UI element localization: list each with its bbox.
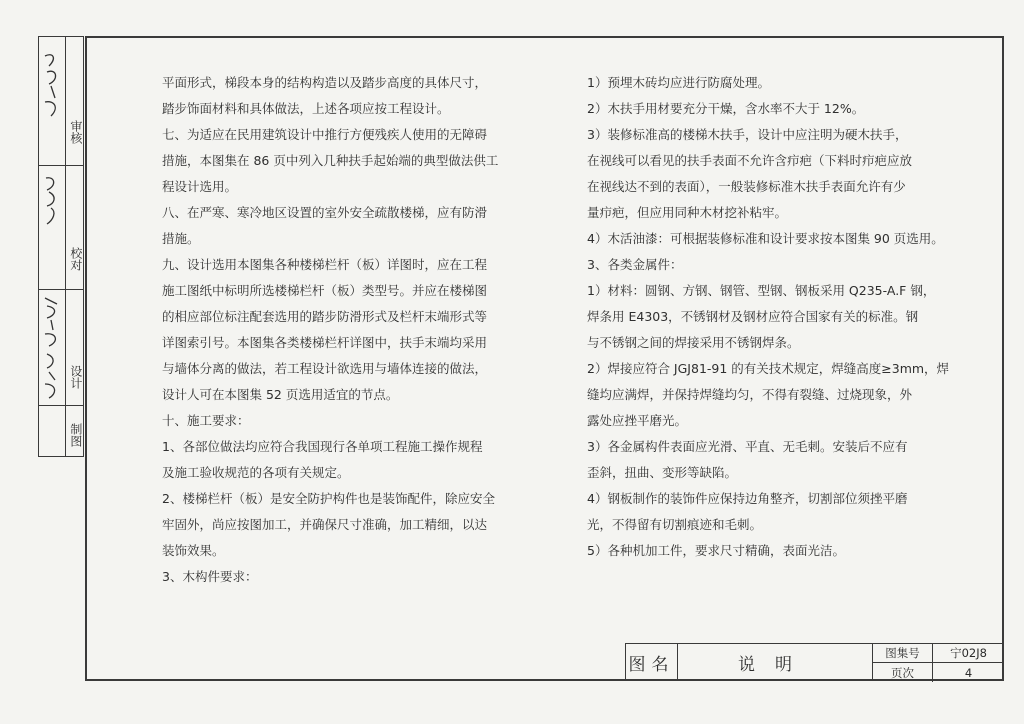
text-line: 在视线可以看见的扶手表面不允许含疖疤（下料时疖疤应放 [587,153,913,168]
text-line: 措施。 [162,231,200,246]
role-label-review: 审核 [68,120,83,144]
drawing-title: 说明 [678,644,873,681]
text-line: 1、各部位做法均应符合我国现行各单项工程施工操作规程 [162,439,483,454]
text-line: 露处应挫平磨光。 [587,413,688,428]
text-line: 装饰效果。 [162,543,225,558]
signature-proofread [41,169,63,231]
text-line: 设计人可在本图集 52 页选用适宜的节点。 [162,387,399,402]
page-number-label: 页次 [873,663,933,682]
text-line: 2、楼梯栏杆（板）是安全防护构件也是装饰配件，除应安全 [162,491,495,506]
text-line: 八、在严寒、寒冷地区设置的室外安全疏散楼梯，应有防滑 [162,205,488,220]
text-line: 5）各种机加工件，要求尺寸精确，表面光洁。 [587,543,845,558]
sidebar-divider [39,289,83,290]
text-line: 4）钢板制作的装饰件应保持边角整齐，切割部位须挫平磨 [587,491,908,506]
text-line: 的相应部位标注配套选用的踏步防滑形式及栏杆末端形式等 [162,309,488,324]
text-line: 九、设计选用本图集各种楼梯栏杆（板）详图时，应在工程 [162,257,488,272]
text-line: 3、各类金属件： [587,257,683,272]
text-line: 3）装修标准高的楼梯木扶手，设计中应注明为硬木扶手， [587,127,908,142]
drawing-name-label: 图名 [626,644,678,681]
text-line: 七、为适应在民用建筑设计中推行方便残疾人使用的无障碍 [162,127,488,142]
text-line: 施工图纸中标明所选楼梯栏杆（板）类型号。并应在楼梯图 [162,283,488,298]
text-line: 平面形式，梯段本身的结构构造以及踏步高度的具体尺寸， [162,75,488,90]
text-line: 2）焊接应符合 JGJ81-91 的有关技术规定，焊缝高度≥3mm，焊 [587,361,950,376]
text-line: 牢固外，尚应按图加工，并确保尺寸准确，加工精细，以达 [162,517,488,532]
text-line: 详图索引号。本图集各类楼梯栏杆详图中，扶手末端均采用 [162,335,488,350]
text-line: 3、木构件要求： [162,569,258,584]
sidebar-divider [39,165,83,166]
text-line: 在视线达不到的表面），一般装修标准木扶手表面允许有少 [587,179,906,194]
text-line: 量疖疤，但应用同种木材挖补粘牢。 [587,205,788,220]
notes-left-column [162,70,499,590]
text-line: 1）预埋木砖均应进行防腐处理。 [587,75,770,90]
notes-right-column [587,70,950,564]
text-line: 及施工验收规范的各项有关规定。 [162,465,350,480]
signature-design [41,293,63,351]
role-label-proofread: 校对 [68,247,83,271]
text-line: 与墙体分离的做法，若工程设计欲选用与墙体连接的做法， [162,361,488,376]
sidebar-divider [39,405,83,406]
text-line: 措施，本图集在 86 页中列入几种扶手起始端的典型做法供工 [162,153,499,168]
text-line: 1）材料：圆钢、方钢、钢管、型钢、钢板采用 Q235-A.F 钢， [587,283,936,298]
text-line: 光，不得留有切割痕迹和毛刺。 [587,517,763,532]
signature-drafting [41,349,63,403]
text-line: 缝均应满焊，并保持焊缝均匀，不得有裂缝、过烧现象，外 [587,387,913,402]
text-line: 歪斜，扭曲、变形等缺陷。 [587,465,738,480]
text-line: 与不锈钢之间的焊接采用不锈钢焊条。 [587,335,800,350]
text-line: 4）木活油漆：可根据装修标准和设计要求按本图集 90 页选用。 [587,231,944,246]
atlas-number-value: 宁02J8 [933,644,1004,663]
role-label-drafting: 制图 [68,423,83,447]
text-line: 踏步饰面材料和具体做法，上述各项应按工程设计。 [162,101,450,116]
handwritten-signature-icon [41,294,63,350]
role-label-design: 设计 [68,365,83,389]
atlas-number-label: 图集号 [873,644,933,663]
text-line: 程设计选用。 [162,179,238,194]
title-block [625,643,1003,681]
page-number-value: 4 [964,665,973,680]
text-line: 2）木扶手用材要充分干燥，含水率不大于 12%。 [587,101,865,116]
handwritten-signature-icon [41,350,63,402]
handwritten-signature-icon [41,46,63,126]
text-line: 十、施工要求： [162,413,250,428]
signature-column [38,36,84,457]
text-line: 焊条用 E4303，不锈钢材及钢材应符合国家有关的标准。钢 [587,309,919,324]
text-line: 3）各金属构件表面应光滑、平直、无毛刺。安装后不应有 [587,439,908,454]
signature-review [41,41,63,131]
handwritten-signature-icon [41,172,63,228]
